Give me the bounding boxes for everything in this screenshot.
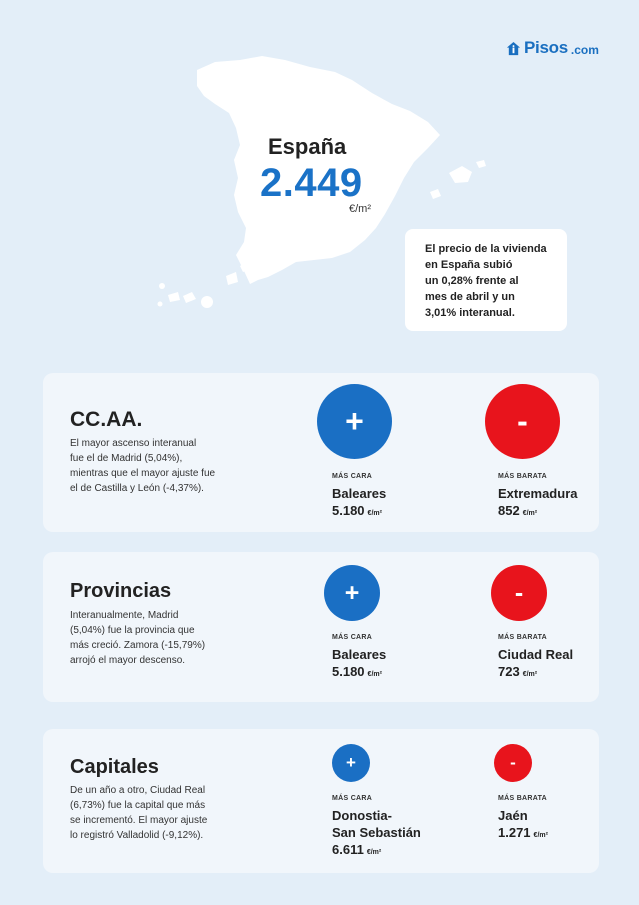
plus-icon: + — [332, 744, 370, 782]
price-note — [405, 229, 567, 331]
section-title: CC.AA. — [70, 408, 143, 431]
note-line: un 0,28% frente al — [425, 275, 519, 287]
minus-icon: - — [491, 565, 547, 621]
cheapest: MÁS BARATA Extremadura 852 €/m² — [498, 473, 578, 518]
price-unit: €/m² — [349, 203, 371, 215]
minus-icon: - — [485, 384, 560, 459]
section-description: De un año a otro, Ciudad Real (6,73%) fue la capital que más se incrementó. El mayor ajuste lo registró Valladolid (-9,12%). — [70, 785, 208, 841]
section-provincias — [43, 552, 599, 702]
most-expensive: MÁS CARA Baleares 5.180 €/m² — [332, 634, 387, 679]
national-price: 2.449 — [260, 161, 363, 205]
plus-icon: + — [324, 565, 380, 621]
country-name: España — [268, 134, 347, 159]
section-title: Capitales — [70, 756, 159, 778]
section-capitales — [43, 729, 599, 873]
note-line: mes de abril y un — [425, 291, 515, 303]
most-expensive: MÁS CARA Donostia- San Sebastián 6.611 €/m² — [332, 795, 421, 857]
note-line: 3,01% interanual. — [425, 307, 515, 319]
most-expensive: MÁS CARA Baleares 5.180 €/m² — [332, 473, 387, 518]
cheapest: MÁS BARATA Jaén 1.271 €/m² — [498, 795, 548, 840]
logo-name: Pisos — [524, 38, 568, 57]
cheapest: MÁS BARATA Ciudad Real 723 €/m² — [498, 634, 574, 679]
section-ccaa — [43, 373, 599, 532]
note-line: en España subió — [425, 259, 513, 271]
minus-icon: - — [494, 744, 532, 782]
section-description: El mayor ascenso interanual fue el de Madrid (5,04%), mientras que el mayor ajuste fue el de Castilla y León (-4,37%). — [70, 438, 216, 494]
plus-icon: + — [317, 384, 392, 459]
logo-domain: .com — [570, 42, 599, 57]
section-description: Interanualmente, Madrid (5,04%) fue la provincia que más creció. Zamora (-15,79%) arrojó el mayor descenso. — [70, 610, 206, 666]
note-line: El precio de la vivienda — [425, 243, 547, 255]
section-title: Provincias — [70, 580, 172, 602]
national-price-block — [260, 134, 380, 215]
